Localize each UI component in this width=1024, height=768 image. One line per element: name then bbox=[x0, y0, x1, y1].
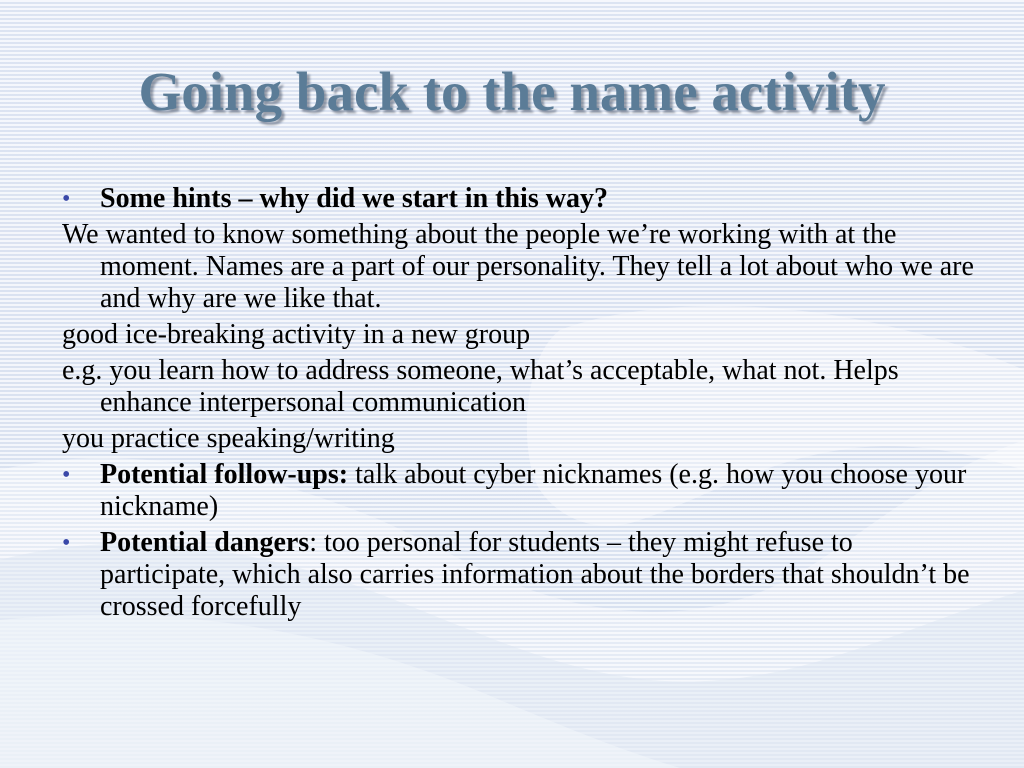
paragraph-icebreaking: good ice-breaking activity in a new group bbox=[62, 319, 531, 350]
bullet-icon: • bbox=[62, 530, 71, 556]
paragraph-purpose: We wanted to know something about the people we’re working with at the moment. Names are a part of our personality. They tell a lot about who we are and why are we like that. bbox=[62, 219, 974, 314]
bullet-icon: • bbox=[62, 186, 71, 212]
paragraph-example: e.g. you learn how to address someone, what’s acceptable, what not. Helps enhance interpersonal communication bbox=[62, 355, 899, 418]
slide-title: Going back to the name activity bbox=[138, 61, 886, 122]
hints-heading: Some hints – why did we start in this way? bbox=[100, 183, 608, 214]
bullet-item-hints bbox=[62, 183, 982, 215]
bullet-icon: • bbox=[62, 462, 71, 488]
paragraph-practice: you practice speaking/writing bbox=[62, 423, 395, 454]
dangers-text: : too personal for students – they might refuse to participate, which also carries information about the borders that shouldn’t be crossed forcefully bbox=[100, 527, 970, 622]
bullet-item-dangers bbox=[62, 527, 982, 623]
follow-ups-heading: Potential follow-ups: bbox=[100, 459, 349, 490]
bullet-item-follow-ups bbox=[62, 459, 982, 523]
dangers-heading: Potential dangers bbox=[100, 527, 310, 558]
follow-ups-text: talk about cyber nicknames (e.g. how you choose your nickname) bbox=[100, 459, 967, 522]
slide-body-list bbox=[62, 183, 982, 627]
